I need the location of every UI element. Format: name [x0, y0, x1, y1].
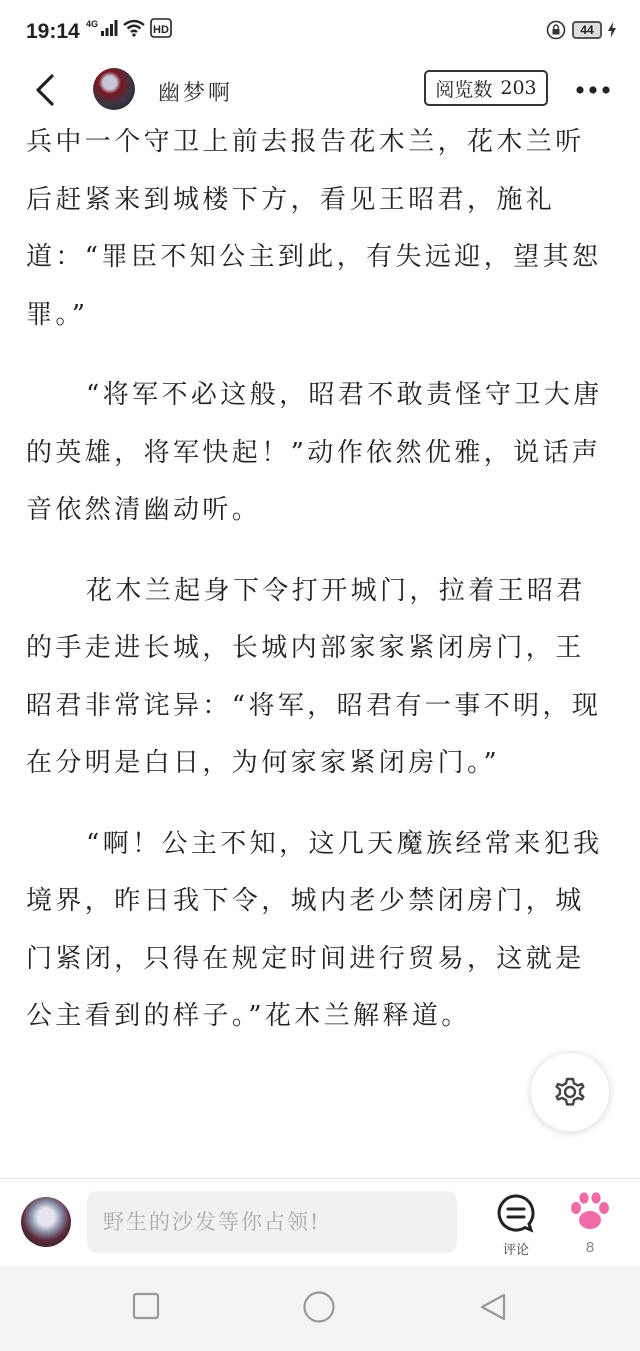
paw-icon	[568, 1191, 612, 1233]
status-icons-right	[546, 20, 616, 40]
settings-button[interactable]	[530, 1052, 610, 1132]
system-nav-bar	[0, 1266, 640, 1351]
header-bar	[0, 62, 640, 120]
comment-label: 评论	[502, 1243, 529, 1258]
back-button[interactable]	[30, 70, 66, 110]
network-type: 4G	[86, 19, 99, 29]
battery-icon: 44	[572, 21, 602, 39]
read-count-label: 阅览数	[435, 78, 493, 101]
comment-bar	[0, 1178, 640, 1266]
status-bar	[0, 0, 640, 62]
like-count: 8	[585, 1239, 595, 1256]
back-icon	[30, 70, 66, 110]
wifi-icon	[122, 19, 146, 37]
signal-icon	[100, 19, 118, 37]
article-text	[26, 120, 612, 1069]
comment-button[interactable]	[494, 1193, 538, 1258]
read-count-badge	[424, 70, 548, 106]
home-icon[interactable]	[302, 1290, 336, 1324]
back-nav-icon[interactable]	[478, 1292, 508, 1322]
article-paragraph: 兵中一个守卫上前去报告花木兰，花木兰听后赶紧来到城楼下方，看见王昭君，施礼道：“罪臣不知公主到此，有失远迎，望其恕罪。”	[26, 127, 602, 330]
article-paragraph: “将军不必这般，昭君不敢责怪守卫大唐的英雄，将军快起！”动作依然优雅，说话声音依然清幽动听。	[26, 380, 603, 525]
status-time: 19:14	[26, 20, 80, 43]
read-count-value: 203	[500, 77, 537, 99]
comment-icon	[496, 1193, 536, 1233]
article-content	[0, 120, 640, 1178]
article-paragraph: 花木兰起身下令打开城门，拉着王昭君的手走进长城，长城内部家家紧闭房门，王昭君非常诧异：“将军，昭君有一事不明，现在分明是白日，为何家家紧闭房门。”	[26, 575, 602, 778]
recent-apps-icon[interactable]	[132, 1292, 160, 1320]
hd-icon	[150, 18, 172, 38]
lock-icon	[546, 20, 566, 40]
status-icons-left	[86, 18, 172, 38]
more-icon	[574, 80, 614, 100]
gear-icon	[550, 1072, 590, 1112]
user-avatar[interactable]	[21, 1197, 71, 1247]
comment-input[interactable]	[87, 1191, 457, 1253]
author-avatar[interactable]	[93, 68, 135, 110]
author-name[interactable]: 幽梦啊	[158, 81, 234, 106]
article-paragraph: “啊！公主不知，这几天魔族经常来犯我境界，昨日我下令，城内老少禁闭房门，城门紧闭，只得在规定时间进行贸易，这就是公主看到的样子。”花木兰解释道。	[26, 828, 603, 1031]
charging-icon	[608, 22, 616, 38]
like-button[interactable]	[566, 1191, 614, 1255]
svg-text:HD: HD	[153, 24, 169, 36]
more-button[interactable]	[574, 80, 614, 100]
